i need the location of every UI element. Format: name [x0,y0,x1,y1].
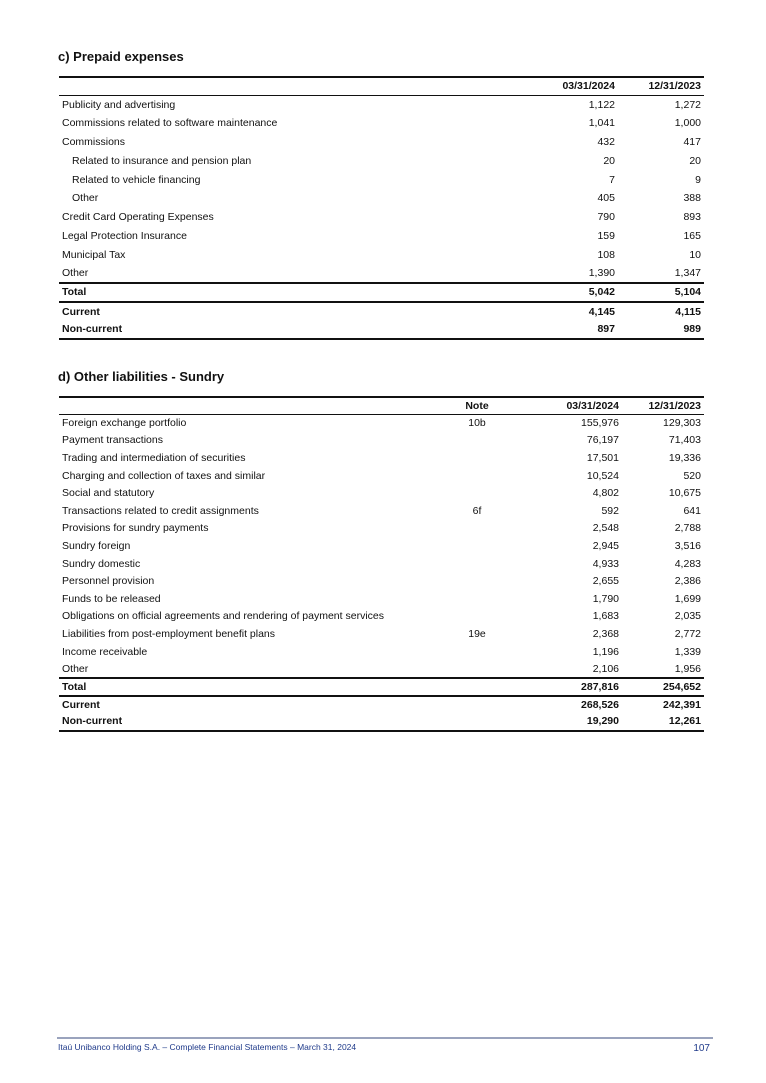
table-row [59,227,704,246]
table-row [59,264,704,283]
row-note [442,696,512,714]
value-12-31-2023: 417 [683,135,701,148]
row-note [442,537,512,555]
row-note [442,713,512,731]
value-03-31-2024: 4,802 [592,487,619,500]
table-row [59,502,704,520]
value-12-31-2023: 4,283 [674,557,701,570]
value-03-31-2024: 2,368 [592,627,619,640]
row-label: Personnel provision [62,575,155,588]
table-row [59,151,704,170]
other-liabilities-sundry-table [59,396,704,732]
table-row [59,537,704,555]
value-12-31-2023: 19,336 [668,451,701,464]
value-03-31-2024: 2,548 [592,522,619,535]
row-note [442,572,512,590]
row-label: Liabilities from post-employment benefit plans [62,627,276,640]
value-12-31-2023: 9 [695,173,701,186]
header-blank [59,77,528,95]
table-row [59,625,704,643]
prepaid-expenses-table [59,76,704,340]
value-03-31-2024: 5,042 [588,286,615,299]
table-row [59,555,704,573]
value-03-31-2024: 2,945 [592,539,619,552]
value-12-31-2023: 20 [689,154,701,167]
row-label: Non-current [62,323,123,336]
row-label: Other [62,662,89,675]
value-03-31-2024: 405 [597,192,615,205]
header-03-31-2024: 03/31/2024 [562,80,615,93]
value-03-31-2024: 268,526 [581,698,619,711]
value-12-31-2023: 1,699 [674,592,701,605]
table-row [59,660,704,678]
table-row [59,189,704,208]
table-row [59,95,704,114]
value-03-31-2024: 155,976 [581,417,619,430]
value-12-31-2023: 10,675 [668,487,701,500]
row-note: 19e [468,627,486,640]
header-12-31-2023: 12/31/2023 [648,399,701,412]
table-row [59,245,704,264]
row-label: Income receivable [62,645,148,658]
current-row [59,696,704,714]
value-03-31-2024: 1,122 [588,98,615,111]
table-row [59,484,704,502]
row-note [442,678,512,696]
row-label: Commissions related to software maintenance [62,117,278,130]
row-label: Total [62,680,87,693]
value-03-31-2024: 108 [597,248,615,261]
page-number: 107 [693,1043,710,1054]
value-03-31-2024: 19,290 [586,715,619,728]
table-header-row [59,77,704,95]
value-03-31-2024: 592 [601,504,619,517]
header-note: Note [465,399,489,412]
value-03-31-2024: 159 [597,229,615,242]
value-12-31-2023: 1,339 [674,645,701,658]
table-row [59,572,704,590]
section-title-other-liabilities-sundry: d) Other liabilities - Sundry [58,369,225,384]
value-12-31-2023: 1,956 [674,662,701,675]
value-12-31-2023: 5,104 [674,286,701,299]
value-12-31-2023: 10 [689,248,701,261]
row-note [442,643,512,661]
table-row [59,414,704,432]
header-12-31-2023: 12/31/2023 [648,80,701,93]
row-label: Foreign exchange portfolio [62,417,187,430]
value-03-31-2024: 17,501 [586,451,619,464]
row-label: Related to vehicle financing [72,173,201,186]
row-label: Legal Protection Insurance [62,229,187,242]
header-blank [59,397,442,414]
table-row [59,643,704,661]
value-12-31-2023: 2,386 [674,575,701,588]
row-note [442,467,512,485]
value-12-31-2023: 1,347 [674,267,701,280]
table-row [59,449,704,467]
value-03-31-2024: 287,816 [581,680,619,693]
value-12-31-2023: 388 [683,192,701,205]
total-row [59,283,704,302]
noncurrent-row [59,713,704,731]
value-03-31-2024: 2,655 [592,575,619,588]
value-03-31-2024: 1,041 [588,117,615,130]
table-row [59,133,704,152]
row-label: Related to insurance and pension plan [72,154,252,167]
value-12-31-2023: 1,272 [674,98,701,111]
value-12-31-2023: 641 [683,504,701,517]
value-03-31-2024: 10,524 [586,469,619,482]
section-title-prepaid-expenses: c) Prepaid expenses [58,49,184,64]
table-row [59,520,704,538]
row-note [442,590,512,608]
value-03-31-2024: 1,683 [592,610,619,623]
row-label: Obligations on official agreements and rendering of payment services [62,610,384,623]
table-row [59,170,704,189]
row-label: Current [62,305,100,318]
row-label: Commissions [62,135,126,148]
row-note [442,520,512,538]
table-row [59,208,704,227]
row-label: Transactions related to credit assignments [62,504,259,517]
row-label: Other [72,192,99,205]
row-label: Municipal Tax [62,248,126,261]
row-label: Payment transactions [62,434,163,447]
value-03-31-2024: 4,933 [592,557,619,570]
value-12-31-2023: 2,772 [674,627,701,640]
row-label: Publicity and advertising [62,98,176,111]
row-label: Non-current [62,715,123,728]
value-03-31-2024: 1,390 [588,267,615,280]
value-03-31-2024: 7 [609,173,615,186]
total-row [59,678,704,696]
value-03-31-2024: 1,790 [592,592,619,605]
value-12-31-2023: 71,403 [668,434,701,447]
row-note: 10b [468,417,486,430]
row-note: 6f [472,504,482,517]
value-12-31-2023: 3,516 [674,539,701,552]
table-header-row [59,397,704,414]
row-label: Current [62,698,100,711]
value-03-31-2024: 20 [603,154,615,167]
value-03-31-2024: 4,145 [588,305,615,318]
value-12-31-2023: 893 [683,211,701,224]
noncurrent-row [59,321,704,340]
header-03-31-2024: 03/31/2024 [566,399,619,412]
value-03-31-2024: 76,197 [586,434,619,447]
row-label: Other [62,267,89,280]
row-note [442,432,512,450]
value-03-31-2024: 1,196 [592,645,619,658]
row-note [442,608,512,626]
value-12-31-2023: 989 [683,323,701,336]
value-12-31-2023: 4,115 [675,305,701,318]
row-label: Provisions for sundry payments [62,522,209,535]
row-note [442,484,512,502]
value-03-31-2024: 432 [597,135,615,148]
value-12-31-2023: 1,000 [674,117,701,130]
table-row [59,432,704,450]
value-12-31-2023: 165 [683,229,701,242]
footer-text: Itaú Unibanco Holding S.A. – Complete Financial Statements – March 31, 2024 [58,1042,357,1052]
row-note [442,449,512,467]
row-label: Sundry foreign [62,539,131,552]
row-note [442,660,512,678]
value-03-31-2024: 897 [597,323,615,336]
table-row [59,114,704,133]
row-label: Trading and intermediation of securities [62,451,246,464]
footer-divider [57,1037,713,1039]
value-12-31-2023: 12,261 [668,715,701,728]
value-12-31-2023: 254,652 [663,680,701,693]
value-12-31-2023: 2,788 [674,522,701,535]
row-label: Credit Card Operating Expenses [62,211,214,224]
row-label: Social and statutory [62,487,155,500]
value-03-31-2024: 2,106 [592,662,619,675]
row-label: Sundry domestic [62,557,141,570]
row-label: Charging and collection of taxes and similar [62,469,266,482]
value-12-31-2023: 129,303 [663,417,701,430]
row-label: Funds to be released [62,592,161,605]
value-12-31-2023: 242,391 [663,698,701,711]
table-row [59,608,704,626]
value-03-31-2024: 790 [597,211,615,224]
value-12-31-2023: 520 [683,469,701,482]
row-note [442,555,512,573]
value-12-31-2023: 2,035 [674,610,701,623]
row-label: Total [62,286,87,299]
current-row [59,302,704,321]
table-row [59,590,704,608]
table-row [59,467,704,485]
